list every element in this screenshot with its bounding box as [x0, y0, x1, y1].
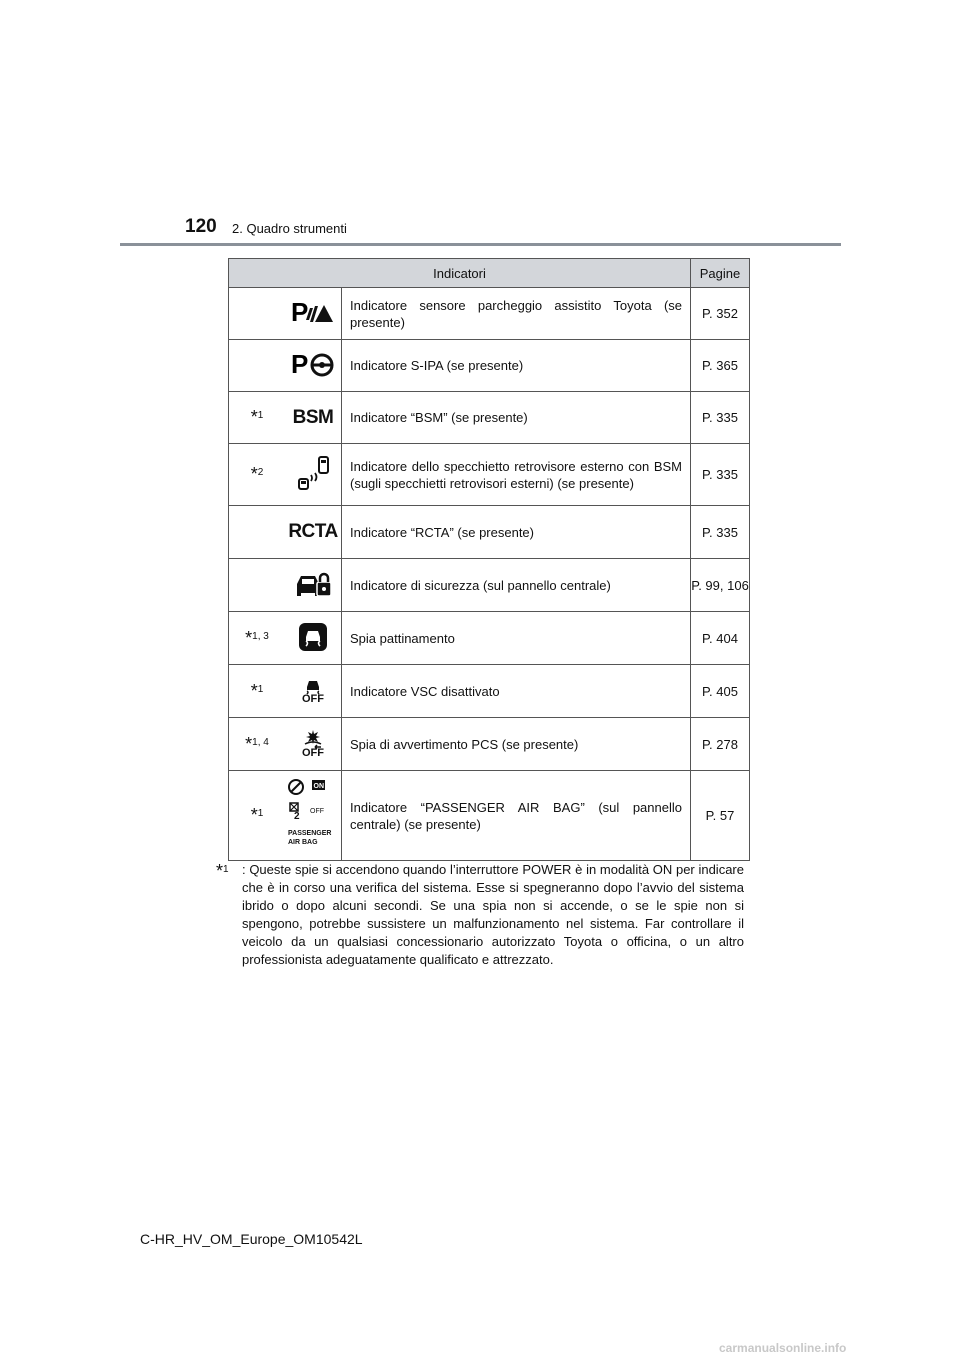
section-title: 2. Quadro strumenti: [232, 221, 347, 236]
row-page: P. 335: [691, 506, 750, 559]
mirror-bsm-icon: [285, 444, 342, 506]
table-row: [229, 392, 750, 444]
airbag-label-line2: AIR BAG: [288, 839, 318, 846]
svg-text:2: 2: [294, 811, 300, 822]
table-header-row: [229, 259, 750, 288]
row-page: P. 352: [691, 288, 750, 340]
indicators-table: [228, 258, 750, 861]
rcta-icon: RCTA: [285, 506, 342, 559]
row-description: Spia di avvertimento PCS (se presente): [342, 718, 691, 771]
airbag-label-line1: PASSENGER: [288, 830, 332, 837]
note-cell: *$^1$: [229, 771, 286, 861]
row-page: P. 335: [691, 444, 750, 506]
row-description: Indicatore “BSM” (se presente): [342, 392, 691, 444]
header-pages: Pagine: [691, 259, 750, 288]
svg-text:P: P: [291, 298, 309, 326]
row-page: P. 57: [691, 771, 750, 861]
row-page: P. 365: [691, 340, 750, 392]
passenger-airbag-icon: [285, 771, 342, 861]
table-row: [229, 665, 750, 718]
note-cell: [229, 506, 286, 559]
document-code: C-HR_HV_OM_Europe_OM10542L: [140, 1231, 363, 1247]
note-cell: [229, 288, 286, 340]
note-cell: *$^{1, 4}$: [229, 718, 286, 771]
vsc-off-icon: OFF: [285, 665, 342, 718]
row-page: P. 99, 106: [691, 559, 750, 612]
note-cell: *$^1$: [229, 665, 286, 718]
row-description: Indicatore S-IPA (se presente): [342, 340, 691, 392]
row-page: P. 404: [691, 612, 750, 665]
footnote: [216, 861, 744, 969]
table-row: [229, 771, 750, 861]
bsm-icon: BSM: [285, 392, 342, 444]
note-cell: *$^{1, 3}$: [229, 612, 286, 665]
footnote-text: : Queste spie si accendono quando l’interruttore POWER è in modalità ON per indicare che è in corso una verifica del sistema. Esse si spegneranno dopo l’avvio del sistema ibrido o dopo alcuni secondi. Se una spia non si accende, o se le spie non si spengono, potrebbe sussistere un malfunzionamento nel sistema. Far controllare il veicolo da un qualsiasi concessionario autorizzato Toyota o officina, o un altro professionista adeguatamente qualificato e attrezzato.: [242, 862, 744, 967]
table-row: [229, 340, 750, 392]
header-rule: [120, 243, 841, 246]
row-description: Indicatore sensore parcheggio assistito Toyota (se presente): [342, 288, 691, 340]
row-page: P. 335: [691, 392, 750, 444]
table-row: [229, 506, 750, 559]
row-page: P. 278: [691, 718, 750, 771]
row-description: Indicatore “RCTA” (se presente): [342, 506, 691, 559]
watermark: carmanualsonline.info: [719, 1341, 847, 1355]
parking-assist-icon: [285, 288, 342, 340]
airbag-on-label: ON: [313, 783, 324, 790]
note-cell: *$^1$: [229, 392, 286, 444]
table-row: [229, 444, 750, 506]
s-ipa-icon: [285, 340, 342, 392]
table-row: [229, 612, 750, 665]
table-row: [229, 718, 750, 771]
airbag-off-label: OFF: [310, 808, 324, 815]
svg-text:P: P: [291, 350, 309, 378]
row-description: Spia pattinamento: [342, 612, 691, 665]
security-icon: [285, 559, 342, 612]
table-row: [229, 559, 750, 612]
row-description: Indicatore “PASSENGER AIR BAG” (sul pannello centrale) (se presente): [342, 771, 691, 861]
header-indicators: Indicatori: [229, 259, 691, 288]
row-description: Indicatore dello specchietto retrovisore esterno con BSM (sugli specchietti retrovisori esterni) (se presente): [342, 444, 691, 506]
footnote-marker: *$^1$: [216, 861, 229, 881]
slip-icon: [285, 612, 342, 665]
row-description: Indicatore di sicurezza (sul pannello centrale): [342, 559, 691, 612]
row-description: Indicatore VSC disattivato: [342, 665, 691, 718]
note-cell: [229, 340, 286, 392]
pcs-off-icon: OFF: [285, 718, 342, 771]
table-row: [229, 288, 750, 340]
note-cell: *$^2$: [229, 444, 286, 506]
page-number: 120: [185, 216, 217, 237]
note-cell: [229, 559, 286, 612]
row-page: P. 405: [691, 665, 750, 718]
